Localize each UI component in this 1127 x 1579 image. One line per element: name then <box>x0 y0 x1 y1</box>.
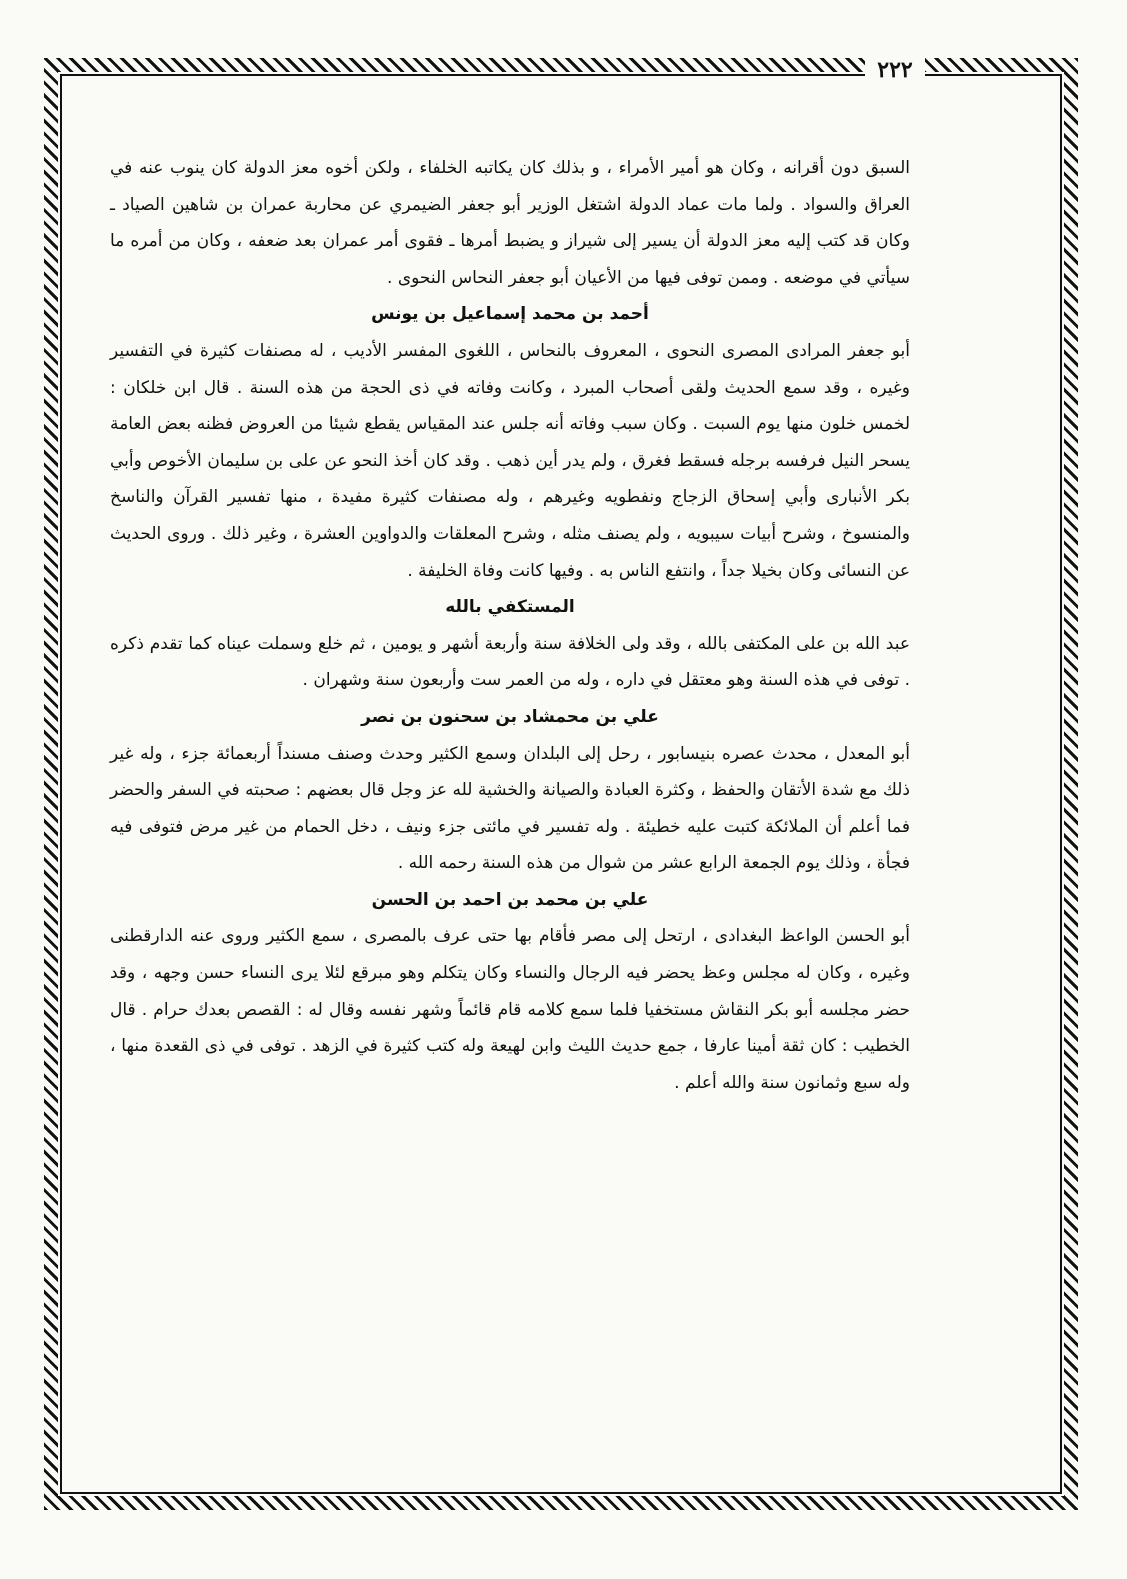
paragraph-3: عبد الله بن على المكتفى بالله ، وقد ولى الخلافة سنة وأربعة أشهر و يومين ، ثم خلع وسملت عيناه كما تقدم ذكره . توفى في هذه السنة وهو معتقل في داره ، وله من العمر ست وأربعون سنة وشهران . <box>110 633 910 691</box>
paragraph-4: أبو المعدل ، محدث عصره بنيسابور ، رحل إلى البلدان وسمع الكثير وحدث وصنف مسنداً أربعمائة جزء ، وله غير ذلك مع شدة الأتقان والحفظ ، وكثرة العبادة والصيانة والخشية لله عز وجل قال بعضهم : صحبته في السفر والحضر فما أعلم أن الملائكة كتبت عليه خطيئة . وله تفسير في مائتى جزء ونيف ، دخل الحمام من غير مرض فتوفى فيه فجأة ، وذلك يوم الجمعة الرابع عشر من شوال من هذه السنة رحمه الله . <box>110 743 910 874</box>
heading-ali-ibn-muhammad: علي بن محمد بن احمد بن الحسن <box>371 889 649 910</box>
heading-ahmad-ibn-muhammad: أحمد بن محمد إسماعيل بن يونس <box>371 304 649 325</box>
paragraph-1: السبق دون أقرانه ، وكان هو أمير الأمراء ، و بذلك كان يكاتبه الخلفاء ، ولكن أخوه معز الدولة كان ينوب عنه في العراق والسواد . ولما مات عماد الدولة اشتغل الوزير أبو جعفر الضيمري عن محاربة عمران بن شاهين الصياد ـ وكان قد كتب إليه معز الدولة أن يسير إلى شيراز و يضبط أمرها ـ فقوى أمر عمران بعد ضعفه ، وكان من أمره ما سيأتي في موضعه . وممن توفى فيها من الأعيان أبو جعفر النحاس النحوى . <box>110 158 910 288</box>
page-number: ٢٢٢ <box>865 56 925 84</box>
heading-ali-ibn-mahmashad: علي بن محمشاد بن سحنون بن نصر <box>361 706 659 727</box>
paragraph-5: أبو الحسن الواعظ البغدادى ، ارتحل إلى مصر فأقام بها حتى عرف بالمصرى ، سمع الكثير وروى عنه الدارقطنى وغيره ، وكان له مجلس وعظ يحضر فيه الرجال والنساء وكان يتكلم وهو مبرقع لئلا يرى النساء حسن وجهه ، وقد حضر مجلسه أبو بكر النقاش مستخفيا فلما سمع كلامه قام قائماً وشهر نفسه وقال له : القصص بعدك حرام . قال الخطيب : كان ثقة أمينا عارفا ، جمع حديث الليث وابن لهيعة وله كتب كثيرة في الزهد . توفى في ذى القعدة منها ، وله سبع وثمانون سنة والله أعلم . <box>110 926 910 1093</box>
paragraph-2: أبو جعفر المرادى المصرى النحوى ، المعروف بالنحاس ، اللغوى المفسر الأديب ، له مصنفات كثيرة في التفسير وغيره ، وقد سمع الحديث ولقى أصحاب المبرد ، وكانت وفاته في ذى الحجة من هذه السنة . قال ابن خلكان : لخمس خلون منها يوم السبت . وكان سبب وفاته أنه جلس عند المقياس يقطع شيئا من العروض فظنه بعض العامة يسحر النيل فرفسه برجله فسقط فغرق ، ولم يدر أين ذهب . وقد كان أخذ النحو عن على بن سليمان الأخوص وأبي بكر الأنبارى وأبي إسحاق الزجاج ونفطويه وغيرهم ، وله مصنفات كثيرة مفيدة ، منها تفسير القرآن والناسخ والمنسوخ ، وشرح أبيات سيبويه ، ولم يصنف مثله ، وشرح المعلقات والدواوين العشرة ، وغير ذلك . وروى الحديث عن النسائى وكان بخيلا جداً ، وانتفع الناس به . وفيها كانت وفاة الخليفة . <box>110 340 910 581</box>
page-body <box>110 150 910 1101</box>
heading-al-mustakfi: المستكفي بالله <box>445 597 575 618</box>
